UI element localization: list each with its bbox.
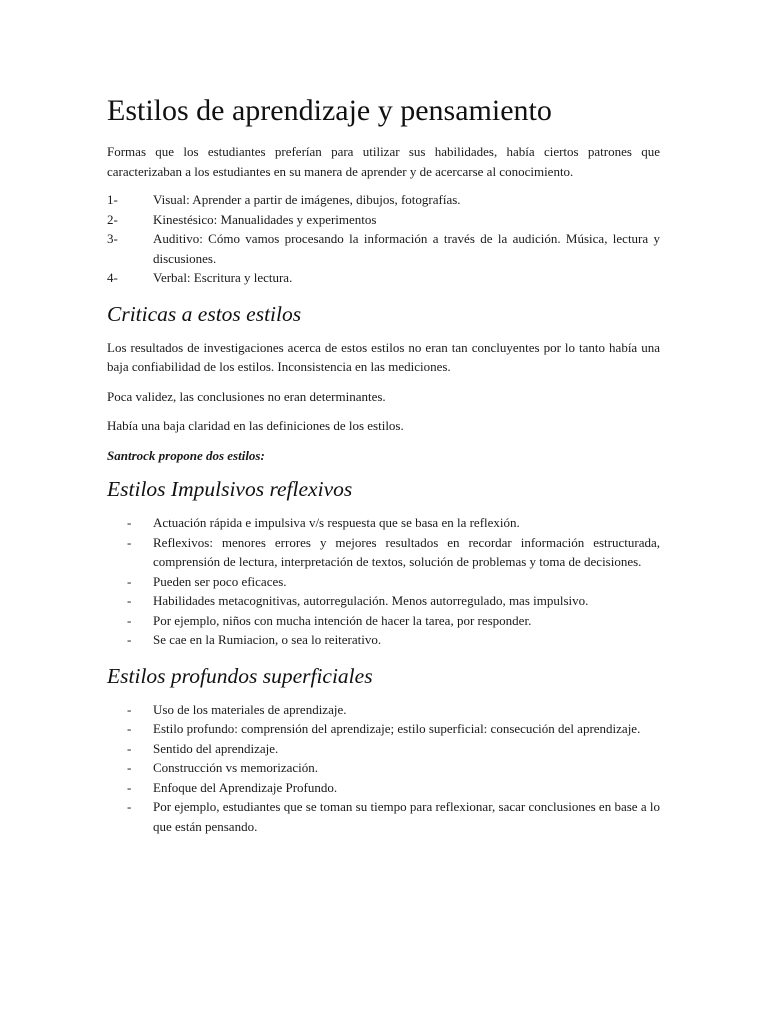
list-item-text: Uso de los materiales de aprendizaje. — [153, 701, 347, 717]
list-item-text: Sentido del aprendizaje. — [153, 740, 279, 756]
list-marker: - — [127, 515, 132, 530]
list-marker: - — [127, 779, 132, 795]
list-item-text: Se cae en la Rumiacion, o sea lo reiterativo. — [153, 632, 382, 647]
list-item-text: Por ejemplo, estudiantes que se toman su tiempo para reflexionar, sacar conclusiones en base a lo que están pensando. — [153, 799, 660, 834]
list-item — [107, 719, 660, 739]
list-marker: - — [127, 632, 132, 647]
list-item — [107, 591, 660, 611]
list-item-text: Actuación rápida e impulsiva v/s respuesta que se basa en la reflexión. — [153, 515, 520, 530]
list-marker: - — [127, 612, 132, 628]
santrock-label: Santrock propone dos estilos: — [107, 447, 265, 463]
list-item — [107, 778, 660, 798]
profundos-list — [107, 700, 660, 837]
criticas-heading: Criticas a estos estilos — [107, 301, 302, 326]
list-item — [107, 739, 660, 759]
list-item — [107, 533, 660, 572]
list-marker: - — [127, 573, 132, 589]
list-item — [107, 513, 660, 533]
impulsivos-heading: Estilos Impulsivos reflexivos — [107, 477, 353, 501]
criticas-paragraph: Poca validez, las conclusiones no eran determinantes. — [107, 388, 386, 404]
impulsivos-list — [107, 513, 660, 650]
profundos-heading: Estilos profundos superficiales — [107, 663, 373, 688]
styles-list — [107, 190, 660, 288]
list-item-text: Construcción vs memorización. — [153, 760, 318, 775]
list-marker: 1- — [107, 192, 118, 207]
list-item — [107, 268, 660, 288]
list-marker: 4- — [107, 270, 118, 285]
list-item-text: Habilidades metacognitivas, autorregulación. Menos autorregulado, mas impulsivo. — [153, 593, 589, 608]
intro-paragraph: Formas que los estudiantes preferían para utilizar sus habilidades, había ciertos patrones que caracterizaban a los estudiantes en su manera de aprender y de acercarse al conocimiento. — [107, 144, 660, 179]
list-marker: 3- — [107, 231, 118, 246]
list-item — [107, 229, 660, 268]
list-item-text: Kinestésico: Manualidades y experimentos — [153, 211, 377, 227]
list-item — [107, 758, 660, 778]
document-page — [107, 92, 660, 848]
list-item-text: Verbal: Escritura y lectura. — [153, 270, 293, 285]
list-item — [107, 700, 660, 720]
list-item-text: Enfoque del Aprendizaje Profundo. — [153, 779, 338, 795]
list-marker: - — [127, 721, 132, 736]
list-marker: - — [127, 701, 132, 717]
list-item — [107, 190, 660, 210]
list-item-text: Auditivo: Cómo vamos procesando la información a través de la audición. Música, lectura y discusiones. — [153, 231, 660, 266]
list-marker: - — [127, 740, 132, 756]
list-item-text: Visual: Aprender a partir de imágenes, dibujos, fotografías. — [153, 192, 461, 207]
list-marker: - — [127, 593, 132, 608]
list-item-text: Por ejemplo, niños con mucha intención de hacer la tarea, por responder. — [153, 612, 532, 628]
list-marker: - — [127, 534, 132, 550]
criticas-paragraph: Los resultados de investigaciones acerca de estos estilos no eran tan concluyentes por lo tanto había una baja confiabilidad de los estilos. Inconsistencia en las mediciones. — [107, 339, 660, 374]
list-item-text: Estilo profundo: comprensión del aprendizaje; estilo superficial: consecución del aprendizaje. — [153, 721, 641, 736]
list-item-text: Reflexivos: menores errores y mejores resultados en recordar información estructurada, comprensión de lectura, interpretación de textos, solución de problemas y toma de decisiones. — [153, 534, 660, 569]
list-marker: 2- — [107, 211, 118, 227]
list-item-text: Pueden ser poco eficaces. — [153, 573, 287, 589]
list-item — [107, 572, 660, 592]
list-marker: - — [127, 799, 132, 814]
page-title: Estilos de aprendizaje y pensamiento — [107, 94, 552, 127]
list-item — [107, 797, 660, 836]
list-item — [107, 210, 660, 230]
list-marker: - — [127, 760, 132, 775]
list-item — [107, 611, 660, 631]
list-item — [107, 630, 660, 650]
criticas-paragraph: Había una baja claridad en las definiciones de los estilos. — [107, 418, 404, 433]
